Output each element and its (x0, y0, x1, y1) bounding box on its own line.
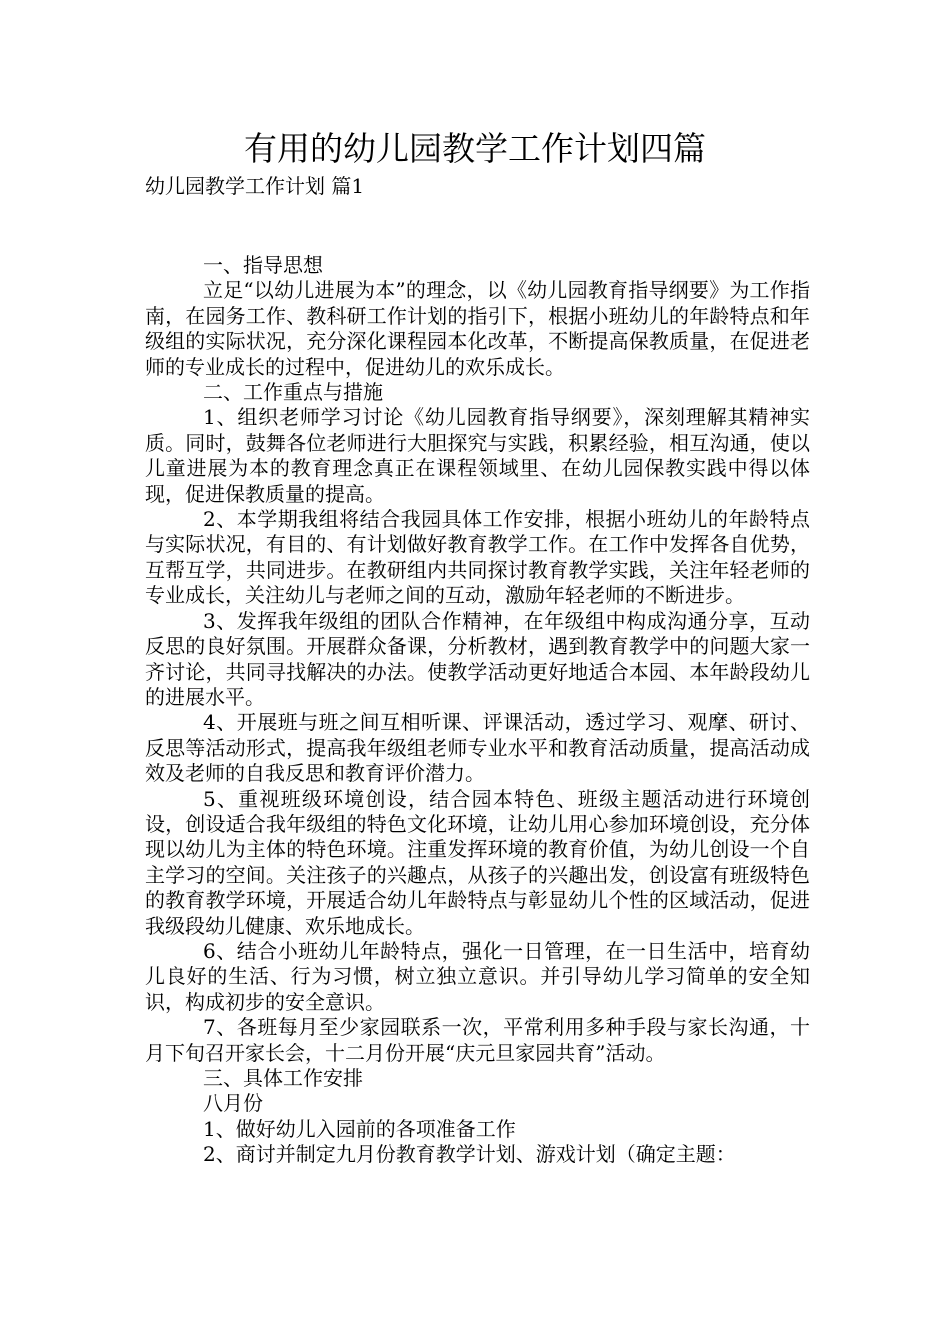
section-heading-guiding-thought: 一、指导思想 (203, 253, 323, 277)
paragraph: 1、组织老师学习讨论《幼儿园教育指导纲要》，深刻理解其精神实质。同时，鼓舞各位老师进行大胆探究与实践，积累经验，相互沟通，使以儿童进展为本的教育理念真正在课程领域里、在幼儿园保教实践中得以体现，促进保教质量的提高。 (145, 405, 810, 506)
list-item: 2、商讨并制定九月份教育教学计划、游戏计划（确定主题： (203, 1142, 736, 1167)
paragraph: 6、结合小班幼儿年龄特点，强化一日管理，在一日生活中，培育幼儿良好的生活、行为习惯，树立独立意识。并引导幼儿学习简单的安全知识，构成初步的安全意识。 (145, 938, 810, 1014)
month-heading-august: 八月份 (203, 1091, 263, 1116)
document-title: 有用的幼儿园教学工作计划四篇 (244, 129, 706, 168)
paragraph: 2、本学期我组将结合我园具体工作安排，根据小班幼儿的年龄特点与实际状况，有目的、有计划做好教育教学工作。在工作中发挥各自优势，互帮互学，共同进步。在教研组内共同探讨教育教学实践，关注年轻老师的专业成长，关注幼儿与老师之间的互动，激励年轻老师的不断进步。 (145, 507, 810, 608)
paragraph: 7、各班每月至少家园联系一次，平常利用多种手段与家长沟通，十月下旬召开家长会，十二月份开展“庆元旦家园共育”活动。 (145, 1015, 810, 1065)
document-body (145, 253, 810, 1168)
list-item: 1、做好幼儿入园前的各项准备工作 (203, 1116, 516, 1141)
section-heading-key-work: 二、工作重点与措施 (203, 380, 383, 405)
paragraph: 3、发挥我年级组的团队合作精神，在年级组中构成沟通分享，互动反思的良好氛围。开展群众备课，分析教材，遇到教育教学中的问题大家一齐讨论，共同寻找解决的办法。使教学活动更好地适合本园、本年龄段幼儿的进展水平。 (145, 608, 810, 709)
document-page (145, 125, 810, 1168)
paragraph: 4、开展班与班之间互相听课、评课活动，透过学习、观摩、研讨、反思等活动形式，提高我年级组老师专业水平和教育活动质量，提高活动成效及老师的自我反思和教育评价潜力。 (145, 710, 810, 786)
document-subtitle: 幼儿园教学工作计划 篇1 (145, 174, 365, 198)
paragraph: 立足“以幼儿进展为本”的理念，以《幼儿园教育指导纲要》为工作指南，在园务工作、教科研工作计划的指引下，根据小班幼儿的年龄特点和年级组的实际状况，充分深化课程园本化改革，不断提高保教质量，在促进老师的专业成长的过程中，促进幼儿的欢乐成长。 (145, 278, 810, 379)
paragraph: 5、重视班级环境创设，结合园本特色、班级主题活动进行环境创设，创设适合我年级组的特色文化环境，让幼儿用心参加环境创设，充分体现以幼儿为主体的特色环境。注重发挥环境的教育价值，为幼儿创设一个自主学习的空间。关注孩子的兴趣点，从孩子的兴趣出发，创设富有班级特色的教育教学环境，开展适合幼儿年龄特点与彰显幼儿个性的区域活动，促进我级段幼儿健康、欢乐地成长。 (145, 786, 810, 938)
section-heading-schedule: 三、具体工作安排 (203, 1066, 363, 1090)
